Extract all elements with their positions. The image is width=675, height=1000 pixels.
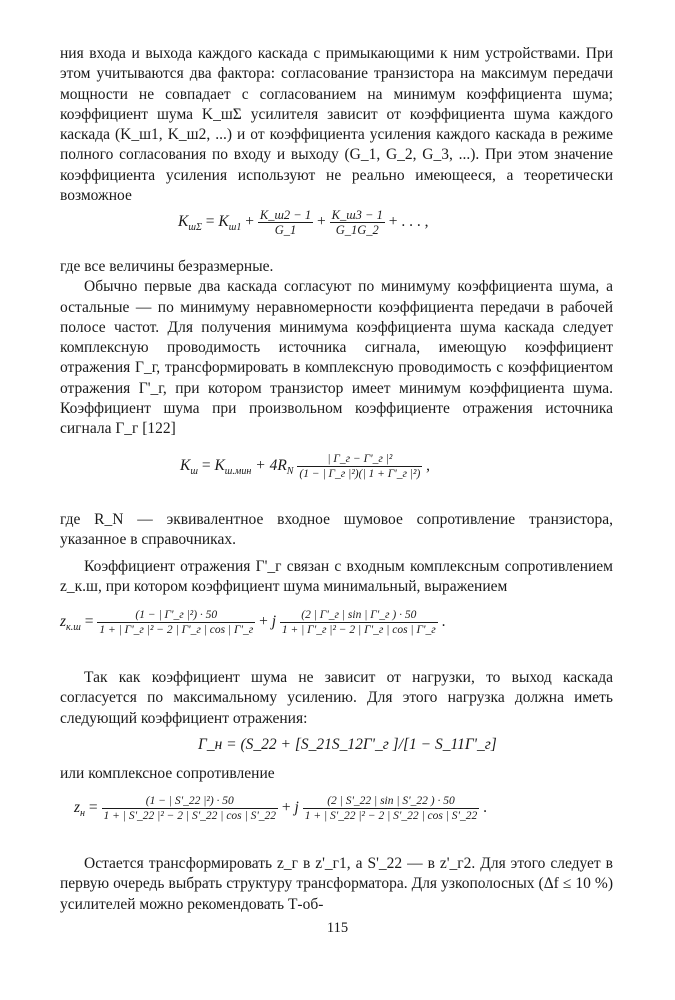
paragraph-3: Обычно первые два каскада согласуют по минимуму коэффициента шума, а остальные — по минимуму неравномерности коэффициента передачи в рабочей полосе частот. Для получения минимума коэффициента шума каскада следует комплексную проводимость источника сигнала, имеющую коэффициент отражения Г_г, трансформировать в комплексную проводимость с коэффициентом отражения Г'_г, при котором транзистор имеет минимум коэффициента шума. Коэффициент шума при произвольном коэффициенте отражения источника сигнала Г_г [122] xyxy=(60,278,613,438)
text-block-6 xyxy=(60,854,613,915)
text-block-top xyxy=(60,44,613,206)
text-block-2 xyxy=(60,257,613,440)
equation-z-load: $z_н$ = $\frac{\text{(1 − | S'\_22 |²) · 50}}{\text{1 + | S'\_22 |² − 2 | S'\_22 | cos | S'\_22}}$ + j $\frac{(2 | S'\_22 | \sin | S'\_22 ) \cdot 50}{\text{1 + | S'\_22 |² − 2 | S'\_22 | cos | S'\_22}}$ . xyxy=(74,795,487,822)
eq1-term1: $K_{ш1}$ xyxy=(218,213,242,234)
eq1-tail: + . . . , xyxy=(388,213,429,231)
eq1-fraction-1: $\frac{K\_ш2 - 1}{G\_1}$ xyxy=(259,208,312,237)
eq3-tail: . xyxy=(441,613,446,631)
equation-noise-figure: $K_ш = K_{ш.мин} + 4R_N$ $\frac{\text{| Г\_г − Г'\_г |²}}{\text{(1 − | Г\_г |²)(| 1 + Г'\_г |²)}}$ , xyxy=(180,453,431,480)
text-block-3 xyxy=(60,510,613,597)
eq5-lhs: $z_н$ xyxy=(74,799,86,820)
equation-load-reflection: Г_н = (S_22 + [S_21S_12Г'_г ]/[1 − S_11Г'_г] xyxy=(198,736,497,753)
equation-noise-cascade: $K_{ш\Sigma} = K_{ш1}$ + $\frac{K\_ш2 - 1}{G\_1}$ + $\frac{K\_ш3 - 1}{G\_1G\_2}$ + . . . , xyxy=(178,208,429,237)
eq2-tail: , xyxy=(426,457,431,475)
eq2-term2: + $4R_N$ xyxy=(255,457,294,478)
eq3-lhs: $z_{к.ш}$ xyxy=(60,613,81,634)
paragraph-1: ния входа и выхода каждого каскада с примыкающими к ним устройствами. При этом учитываются два фактора: согласование транзистора на максимум передачи мощности не совпадает с согласованием на минимум коэффициента шума; коэффициент шума K_шΣ усилителя зависит от коэффициента шума каждого каскада (K_ш1, K_ш2, ...) и от коэффициента усиления каждого каскада в режиме полного согласования по входу и выходу (G_1, G_2, G_3, ...). При этом значение коэффициента усиления используют не реально имеющееся, а теоретически возможное xyxy=(60,45,613,205)
text-block-4 xyxy=(60,668,613,729)
paragraph-2: где все величины безразмерные. xyxy=(60,258,274,275)
eq2-term1: $K_{ш.мин}$ xyxy=(214,457,252,478)
eq3-fraction-real: $\frac{\text{(1 − | Г'\_г |²) · 50}}{\text{1 + | Г'\_г |² − 2 | Г'\_г | cos | Г'\_г}}$ xyxy=(99,609,254,636)
paragraph-8: Остается трансформировать z_г в z'_г1, а S'_22 — в z'_г2. Для этого следует в первую очередь выбрать структуру трансформатора. Для узкополосных (Δf ≤ 10 %) усилителей можно рекомендовать Т-об- xyxy=(60,855,613,913)
page-number: 115 xyxy=(326,920,349,936)
paragraph-7: или комплексное сопротивление xyxy=(60,765,275,782)
eq5-fraction-imag: $\frac{(2 | S'\_22 | \sin | S'\_22 ) \cdot 50}{\text{1 + | S'\_22 |² − 2 | S'\_22 | cos | S'\_22}}$ xyxy=(304,795,478,822)
eq1-fraction-2: $\frac{K\_ш3 - 1}{G\_1G\_2}$ xyxy=(331,208,383,237)
eq3-fraction-imag: $\frac{(2 | Г'\_г | \sin | Г'\_г ) \cdot 50}{\text{1 + | Г'\_г |² − 2 | Г'\_г | cos | Г'\_г}}$ xyxy=(281,609,436,636)
paragraph-4: где R_N — эквивалентное входное шумовое сопротивление транзистора, указанное в справочниках. xyxy=(60,511,613,549)
eq2-lhs: $K_ш$ xyxy=(180,457,198,478)
eq2-fraction: $\frac{\text{| Г\_г − Г'\_г |²}}{\text{(1 − | Г\_г |²)(| 1 + Г'\_г |²)}}$ xyxy=(299,453,421,480)
eq5-fraction-real: $\frac{\text{(1 − | S'\_22 |²) · 50}}{\text{1 + | S'\_22 |² − 2 | S'\_22 | cos | S'\_22}}$ xyxy=(103,795,277,822)
eq5-tail: . xyxy=(483,799,487,817)
paragraph-6: Так как коэффициент шума не зависит от нагрузки, то выход каскада согласуется по максимальному усилению. Для этого нагрузка должна иметь следующий коэффициент отражения: xyxy=(60,669,613,727)
text-block-5 xyxy=(60,764,613,784)
equation-z-kw: $z_{к.ш}$ = $\frac{\text{(1 − | Г'\_г |²) · 50}}{\text{1 + | Г'\_г |² − 2 | Г'\_г | cos | Г'\_г}}$ + j $\frac{(2 | Г'\_г | \sin | Г'\_г ) \cdot 50}{\text{1 + | Г'\_г |² − 2 | Г'\_г | cos | Г'\_г}}$ . xyxy=(60,609,446,636)
eq1-lhs: $K_{ш\Sigma}$ xyxy=(178,213,202,234)
paragraph-5: Коэффициент отражения Г'_г связан с входным комплексным сопротивлением z_к.ш, при котором коэффициент шума минимальный, выражением xyxy=(60,557,613,595)
